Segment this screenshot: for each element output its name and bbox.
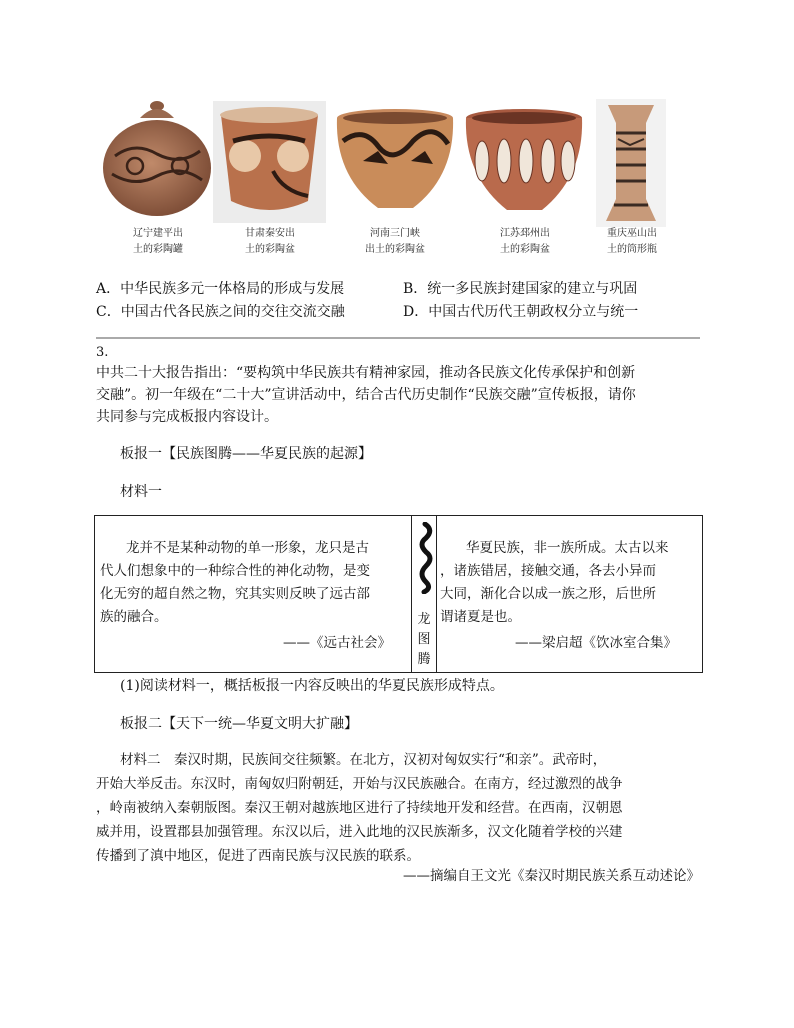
pottery-jar-liaoning-image [100, 96, 214, 226]
section-divider [96, 337, 700, 339]
box-divider-left [411, 515, 412, 673]
material1-left-text: 龙并不是某种动物的单一形象，龙只是古 代人们想象中的一种综合性的神化动物，是变 化无穷的超自然之物，究其实则反映了远古部 族的融合。 [100, 540, 370, 625]
pottery-vase-chongqing-image [596, 99, 666, 227]
option-a[interactable]: A．中华民族多元一体格局的形成与发展 [96, 281, 345, 297]
material2-text: 材料二 秦汉时期，民族间交往频繁。在北方，汉初对匈奴实行“和亲”。武帝时， 开始大举反击。东汉时，南匈奴归附朝廷，开始与汉民族融合。在南方，经过激烈的战争 ，岭南被纳入秦朝版图。秦汉王朝对越族地区进行了持续地开发和经营。在西南，汉朝恩 威并用，设置郡县加强管理。东汉以后，进入此地的汉民族渐多，汉文化随着学校的兴建 传播到了滇中地区，促进了西南民族与汉民族的联系。 [96, 752, 623, 864]
material1-right-source: ——梁启超《饮冰室合集》 [515, 635, 677, 651]
material2-source: ——摘编自王文光《秦汉时期民族关系互动述论》 [403, 868, 700, 884]
option-c[interactable]: C．中国古代各民族之间的交往交流交融 [96, 304, 345, 320]
board2-title: 板报二【天下一统—华夏文明大扩融】 [120, 716, 358, 732]
option-b[interactable]: B．统一多民族封建国家的建立与巩固 [403, 281, 638, 297]
board1-title: 板报一【民族图腾——华夏民族的起源】 [120, 446, 372, 462]
option-d[interactable]: D．中国古代历代王朝政权分立与统一 [403, 304, 639, 320]
sub-question-1: (1)阅读材料一，概括板报一内容反映出的华夏民族形成特点。 [120, 678, 504, 694]
pot-caption-2: 甘肃秦安出 土的彩陶盆 [245, 228, 295, 255]
pot-caption-1: 辽宁建平出 土的彩陶罐 [133, 228, 183, 255]
pottery-basin-jiangsu-image [462, 106, 586, 218]
box-divider-right [436, 515, 437, 673]
pot-caption-3: 河南三门峡 出土的彩陶盆 [365, 228, 425, 255]
material1-right-text: 华夏民族，非一族所成。太古以来 ，诸族错居，接触交通，各去小异而 大同，渐化合以成一族之形，后世所 谓诸夏是也。 [440, 540, 669, 625]
pottery-basin-gansu-image [213, 101, 326, 223]
question-intro: 中共二十大报告指出：“要构筑中华民族共有精神家园，推动各民族文化传承保护和创新 交融”。初一年级在“二十大”宣讲活动中，结合古代历史制作“民族交融”宣传板报，请你 共同参与完成板报内容设计。 [96, 365, 636, 425]
dragon-totem-icon [414, 522, 436, 594]
pot-caption-5: 重庆巫山出 土的筒形瓶 [607, 228, 657, 255]
pottery-basin-henan-image [333, 106, 457, 218]
material1-left-source: ——《远古社会》 [283, 635, 391, 651]
pot-caption-4: 江苏邳州出 土的彩陶盆 [500, 228, 550, 255]
question-number: 3. [96, 345, 109, 360]
material1-label: 材料一 [120, 484, 162, 500]
dragon-totem-label: 龙图腾 [417, 612, 431, 667]
